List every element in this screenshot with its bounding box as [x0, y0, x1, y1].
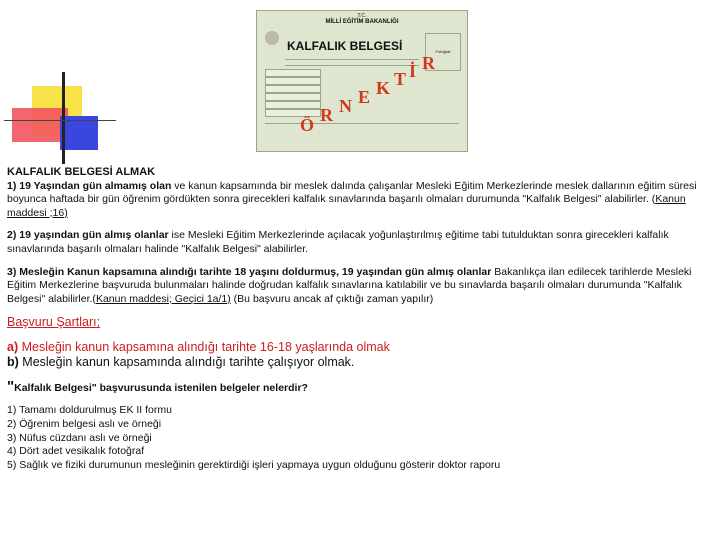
- paragraph-2-lead: 2) 19 yaşından gün almış olanlar: [7, 229, 169, 242]
- paragraph-3-lead: 3) Mesleğin Kanun kapsamına alındığı tarihte 18 yaşını doldurmuş, 19 yaşından gün almış olanlar: [7, 265, 492, 278]
- paragraph-2-text: ise Mesleki Eğitim Merkezlerinde açılacak yoğunlaştırılmış eğitime tabi tutulduktan sonra girecekleri kalfalık sınavlarında başarılı olmaları halinde "Kalfalık Belgesi" alabilirler.: [7, 229, 669, 255]
- certificate-title: KALFALIK BELGESİ: [287, 39, 403, 53]
- decor-vertical-line: [62, 72, 65, 164]
- documents-question-text: Kalfalık Belgesi" başvurusunda istenilen belgeler nelerdir?: [14, 381, 308, 394]
- decor-blue-square: [60, 116, 98, 150]
- documents-list-item-text: 4) Dört adet vesikalık fotoğraf: [7, 445, 145, 458]
- watermark-letter: T: [394, 69, 407, 89]
- emblem-icon: [265, 31, 279, 45]
- documents-list-item: [7, 404, 715, 418]
- paragraph-1: [7, 180, 715, 221]
- condition-a: [7, 340, 715, 356]
- certificate-field: [265, 101, 321, 109]
- condition-b: [7, 355, 715, 371]
- condition-b-label: b): [7, 355, 19, 370]
- watermark-letter: R: [320, 105, 333, 125]
- document-title: KALFALIK BELGESİ ALMAK: [7, 166, 156, 178]
- certificate-photo-box: Fotoğraf: [425, 33, 461, 71]
- certificate-line: [285, 59, 419, 60]
- documents-list-item-text: 3) Nüfus cüzdanı aslı ve örneği: [7, 431, 152, 444]
- documents-list-item-text: 1) Tamamı doldurulmuş EK II formu: [7, 404, 172, 417]
- document-body: [7, 166, 715, 472]
- documents-question: [7, 377, 715, 396]
- certificate-line: [285, 65, 419, 66]
- certificate-image: [256, 10, 468, 152]
- watermark-letter: İ: [409, 61, 417, 81]
- certificate-field: [265, 85, 321, 93]
- paragraph-3: [7, 266, 715, 307]
- decor-horizontal-line: [4, 120, 116, 121]
- certificate-field: [265, 93, 321, 101]
- condition-a-text: Mesleğin kanun kapsamına alındığı tarihte 16-18 yaşlarında olmak: [18, 339, 390, 354]
- condition-a-label: a): [7, 339, 19, 354]
- watermark-letter: K: [376, 78, 391, 98]
- paragraph-1-text: ve kanun kapsamında bir meslek dalında çalışanlar Mesleki Eğitim Merkezlerinde meslek dallarının eğitim süresi boyunca haftada bir gün öğrenim gördükten sonra girecekleri kalfalık sınavlarında başarılı olmaları durumunda "Kalfalık Belgesi" alabilirler. (: [7, 179, 697, 206]
- paragraph-3-text: Bakanlıkça ilan edilecek tarihlerde Mesleki Eğitim Merkezlerine başvuruda bulunmaları halinde doğrudan kalfalık sınavlarına katılabilir ve bu sınavlarda başarılı olmaları durumunda "Kalfalık Belgesi" alabilirler.(: [7, 265, 692, 305]
- documents-list-item-text: 5) Sağlık ve fiziki durumunun mesleğinin gerektirdiği işleri yapmaya uygun olduğunu gösterir doktor raporu: [7, 458, 501, 471]
- law-link-temporary[interactable]: Kanun maddesi; Geçici 1a/1): [95, 292, 231, 305]
- documents-list-item: [7, 459, 715, 473]
- documents-list-item: [7, 445, 715, 459]
- paragraph-3-tail: (Bu başvuru ancak af çıktığı zaman yapılır): [230, 292, 434, 305]
- watermark-letter: R: [422, 53, 435, 73]
- paragraph-1-lead: 1) 19 Yaşından gün almamış olan: [7, 179, 172, 192]
- condition-b-text: Mesleğin kanun kapsamında alındığı tarihte çalışıyor olmak.: [18, 355, 355, 370]
- documents-list-item-text: 2) Öğrenim belgesi aslı ve örneği: [7, 418, 162, 431]
- documents-list-item: [7, 432, 715, 446]
- certificate-footer: [265, 123, 459, 144]
- certificate-field: [265, 69, 321, 77]
- paragraph-2: [7, 229, 715, 256]
- certificate-header-ministry: MİLLİ EĞİTİM BAKANLIĞI: [325, 19, 399, 25]
- documents-list-item: [7, 418, 715, 432]
- law-link-16[interactable]: Kanun maddesi ;16): [7, 193, 686, 219]
- certificate-header-tc: T.C.: [357, 13, 367, 19]
- watermark-letter: Ö: [300, 115, 315, 135]
- documents-question-quote: ": [7, 377, 15, 395]
- watermark-letter: N: [339, 96, 352, 116]
- certificate-field: [265, 77, 321, 85]
- watermark-letter: E: [358, 87, 371, 107]
- conditions-title: Başvuru Şartları;: [7, 315, 101, 330]
